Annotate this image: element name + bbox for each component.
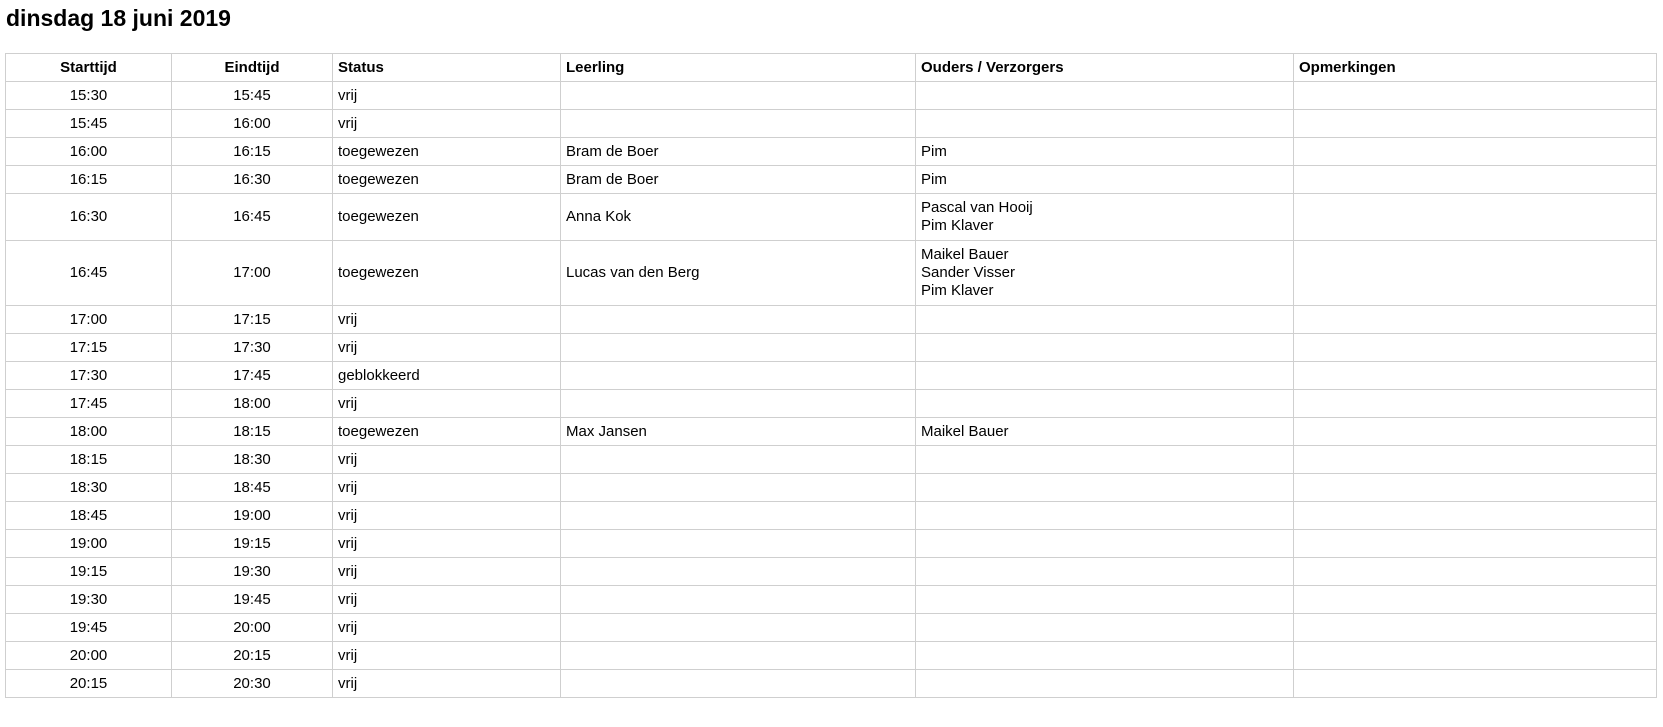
end-time-cell: 20:00 xyxy=(172,614,333,642)
parents-cell xyxy=(916,362,1294,390)
end-time-cell: 18:45 xyxy=(172,474,333,502)
student-cell xyxy=(561,586,916,614)
status-cell: toegewezen xyxy=(333,241,561,306)
end-time-cell: 18:15 xyxy=(172,418,333,446)
remarks-cell xyxy=(1294,362,1657,390)
column-header-parents: Ouders / Verzorgers xyxy=(916,54,1294,82)
start-time-cell: 17:00 xyxy=(6,306,172,334)
end-time-cell: 17:15 xyxy=(172,306,333,334)
remarks-cell xyxy=(1294,474,1657,502)
table-row xyxy=(6,586,1657,614)
student-cell xyxy=(561,306,916,334)
parent-name: Pascal van Hooij xyxy=(921,199,1033,216)
end-time-cell: 19:45 xyxy=(172,586,333,614)
parents-cell xyxy=(916,241,1294,306)
student-cell xyxy=(561,110,916,138)
end-time-cell: 16:30 xyxy=(172,166,333,194)
parents-cell xyxy=(916,558,1294,586)
end-time-cell: 17:30 xyxy=(172,334,333,362)
student-cell xyxy=(561,474,916,502)
student-cell xyxy=(561,334,916,362)
parents-cell xyxy=(916,110,1294,138)
table-row xyxy=(6,474,1657,502)
table-row xyxy=(6,194,1657,241)
student-cell xyxy=(561,82,916,110)
status-cell: vrij xyxy=(333,614,561,642)
start-time-cell: 19:30 xyxy=(6,586,172,614)
start-time-cell: 19:45 xyxy=(6,614,172,642)
student-cell xyxy=(561,614,916,642)
start-time-cell: 15:45 xyxy=(6,110,172,138)
parent-name: Maikel Bauer xyxy=(921,246,1009,263)
status-cell: vrij xyxy=(333,474,561,502)
parents-cell xyxy=(916,82,1294,110)
remarks-cell xyxy=(1294,418,1657,446)
end-time-cell: 17:45 xyxy=(172,362,333,390)
parents-cell xyxy=(916,474,1294,502)
start-time-cell: 16:15 xyxy=(6,166,172,194)
status-cell: vrij xyxy=(333,110,561,138)
column-header-remarks: Opmerkingen xyxy=(1294,54,1657,82)
status-cell: toegewezen xyxy=(333,194,561,241)
table-row xyxy=(6,82,1657,110)
start-time-cell: 19:00 xyxy=(6,530,172,558)
end-time-cell: 19:15 xyxy=(172,530,333,558)
remarks-cell xyxy=(1294,241,1657,306)
start-time-cell: 17:30 xyxy=(6,362,172,390)
table-row xyxy=(6,138,1657,166)
end-time-cell: 18:30 xyxy=(172,446,333,474)
table-row xyxy=(6,306,1657,334)
start-time-cell: 16:00 xyxy=(6,138,172,166)
student-cell xyxy=(561,390,916,418)
table-row xyxy=(6,446,1657,474)
end-time-cell: 20:30 xyxy=(172,670,333,698)
student-cell xyxy=(561,502,916,530)
table-header xyxy=(6,54,1657,82)
student-cell xyxy=(561,670,916,698)
column-header-status: Status xyxy=(333,54,561,82)
table-row xyxy=(6,670,1657,698)
table-row xyxy=(6,418,1657,446)
parent-name: Pim xyxy=(921,142,947,160)
status-cell: toegewezen xyxy=(333,166,561,194)
remarks-cell xyxy=(1294,558,1657,586)
start-time-cell: 20:15 xyxy=(6,670,172,698)
end-time-cell: 18:00 xyxy=(172,390,333,418)
student-cell: Bram de Boer xyxy=(561,138,916,166)
table-row xyxy=(6,241,1657,306)
header-row xyxy=(6,54,1657,82)
table-row xyxy=(6,614,1657,642)
table-row xyxy=(6,390,1657,418)
start-time-cell: 17:15 xyxy=(6,334,172,362)
table-row xyxy=(6,558,1657,586)
remarks-cell xyxy=(1294,110,1657,138)
student-cell: Bram de Boer xyxy=(561,166,916,194)
table-row xyxy=(6,642,1657,670)
column-header-student: Leerling xyxy=(561,54,916,82)
student-cell: Lucas van den Berg xyxy=(561,241,916,306)
start-time-cell: 18:00 xyxy=(6,418,172,446)
status-cell: vrij xyxy=(333,334,561,362)
status-cell: vrij xyxy=(333,502,561,530)
remarks-cell xyxy=(1294,306,1657,334)
parents-cell xyxy=(916,530,1294,558)
parent-name: Pim Klaver xyxy=(921,217,994,234)
end-time-cell: 19:00 xyxy=(172,502,333,530)
table-body xyxy=(6,82,1657,698)
parent-name: Pim Klaver xyxy=(921,282,994,299)
end-time-cell: 17:00 xyxy=(172,241,333,306)
schedule-table xyxy=(5,53,1657,698)
student-cell: Max Jansen xyxy=(561,418,916,446)
table-row xyxy=(6,166,1657,194)
start-time-cell: 18:30 xyxy=(6,474,172,502)
parents-cell xyxy=(916,306,1294,334)
parent-name: Sander Visser xyxy=(921,264,1015,281)
status-cell: geblokkeerd xyxy=(333,362,561,390)
start-time-cell: 19:15 xyxy=(6,558,172,586)
status-cell: vrij xyxy=(333,530,561,558)
status-cell: vrij xyxy=(333,558,561,586)
table-row xyxy=(6,502,1657,530)
parents-cell xyxy=(916,670,1294,698)
student-cell xyxy=(561,446,916,474)
status-cell: toegewezen xyxy=(333,418,561,446)
status-cell: vrij xyxy=(333,586,561,614)
remarks-cell xyxy=(1294,614,1657,642)
remarks-cell xyxy=(1294,670,1657,698)
remarks-cell xyxy=(1294,642,1657,670)
start-time-cell: 18:15 xyxy=(6,446,172,474)
start-time-cell: 15:30 xyxy=(6,82,172,110)
column-header-start: Starttijd xyxy=(6,54,172,82)
student-cell: Anna Kok xyxy=(561,194,916,241)
parents-cell xyxy=(916,446,1294,474)
parents-cell xyxy=(916,418,1294,446)
page-title: dinsdag 18 juni 2019 xyxy=(6,5,231,31)
remarks-cell xyxy=(1294,138,1657,166)
parent-name: Maikel Bauer xyxy=(921,422,1009,440)
parents-cell xyxy=(916,390,1294,418)
start-time-cell: 16:45 xyxy=(6,241,172,306)
remarks-cell xyxy=(1294,530,1657,558)
student-cell xyxy=(561,530,916,558)
end-time-cell: 16:15 xyxy=(172,138,333,166)
column-header-end: Eindtijd xyxy=(172,54,333,82)
status-cell: vrij xyxy=(333,82,561,110)
parent-name: Pim xyxy=(921,170,947,188)
status-cell: toegewezen xyxy=(333,138,561,166)
end-time-cell: 16:00 xyxy=(172,110,333,138)
parents-cell xyxy=(916,502,1294,530)
remarks-cell xyxy=(1294,334,1657,362)
parents-cell xyxy=(916,586,1294,614)
status-cell: vrij xyxy=(333,306,561,334)
table-row xyxy=(6,362,1657,390)
start-time-cell: 20:00 xyxy=(6,642,172,670)
status-cell: vrij xyxy=(333,670,561,698)
parents-cell xyxy=(916,614,1294,642)
remarks-cell xyxy=(1294,502,1657,530)
start-time-cell: 17:45 xyxy=(6,390,172,418)
remarks-cell xyxy=(1294,446,1657,474)
student-cell xyxy=(561,558,916,586)
status-cell: vrij xyxy=(333,642,561,670)
status-cell: vrij xyxy=(333,390,561,418)
start-time-cell: 18:45 xyxy=(6,502,172,530)
table-row xyxy=(6,110,1657,138)
student-cell xyxy=(561,362,916,390)
end-time-cell: 16:45 xyxy=(172,194,333,241)
status-cell: vrij xyxy=(333,446,561,474)
table-row xyxy=(6,334,1657,362)
end-time-cell: 19:30 xyxy=(172,558,333,586)
parents-cell xyxy=(916,166,1294,194)
parents-cell xyxy=(916,138,1294,166)
remarks-cell xyxy=(1294,586,1657,614)
parents-cell xyxy=(916,334,1294,362)
end-time-cell: 15:45 xyxy=(172,82,333,110)
remarks-cell xyxy=(1294,166,1657,194)
remarks-cell xyxy=(1294,82,1657,110)
remarks-cell xyxy=(1294,390,1657,418)
end-time-cell: 20:15 xyxy=(172,642,333,670)
table-row xyxy=(6,530,1657,558)
start-time-cell: 16:30 xyxy=(6,194,172,241)
student-cell xyxy=(561,642,916,670)
parents-cell xyxy=(916,642,1294,670)
parents-cell xyxy=(916,194,1294,241)
remarks-cell xyxy=(1294,194,1657,241)
